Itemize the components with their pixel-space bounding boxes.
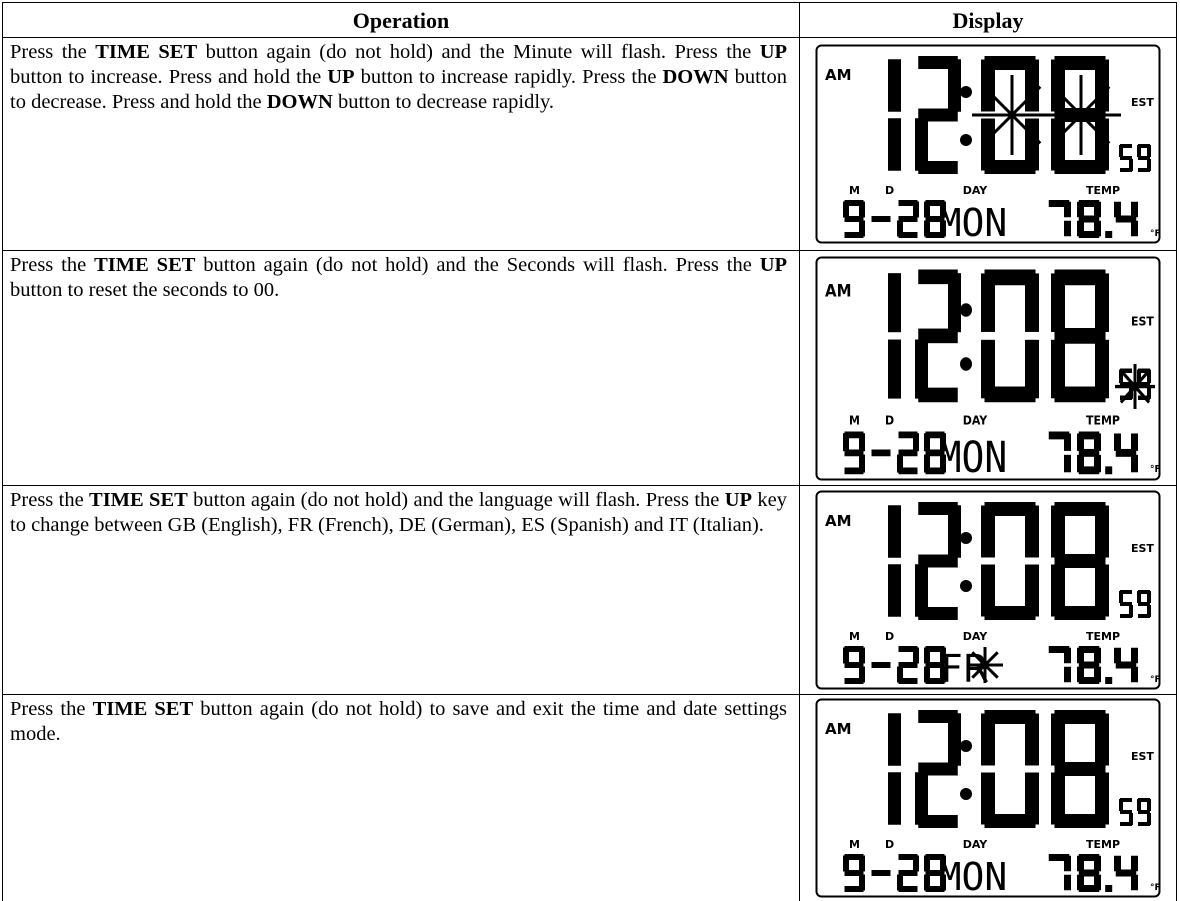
colon-dot bbox=[960, 788, 972, 800]
temperature-unit: °F bbox=[1150, 463, 1161, 475]
timezone-indicator: EST bbox=[1131, 749, 1154, 763]
month-label: M bbox=[849, 630, 860, 643]
flash-indicator-icon bbox=[967, 647, 1003, 683]
date-digit bbox=[897, 854, 919, 892]
bold-term: TIME SET bbox=[94, 254, 196, 276]
temperature-label: TEMP bbox=[1086, 412, 1120, 428]
weekday-label: DAY bbox=[962, 184, 988, 197]
temperature-label: TEMP bbox=[1085, 184, 1121, 197]
text-run: button again (do not hold) and the Minute will flash. Press the bbox=[197, 41, 760, 63]
lcd-clock-display bbox=[815, 256, 1161, 481]
text-run: Press the bbox=[10, 254, 95, 276]
colon-dot bbox=[960, 134, 972, 146]
operation-text bbox=[3, 486, 800, 695]
temperature-unit: °F bbox=[1150, 229, 1161, 239]
weekday-text: MON bbox=[938, 431, 1008, 481]
text-run: button again (do not hold) to save and exit the time and date settings mode. bbox=[10, 698, 788, 745]
text-run: key to change between GB (English), FR (French), DE (German), ES (Spanish) and IT (Italian). bbox=[10, 489, 788, 536]
temperature-digit bbox=[1077, 200, 1101, 238]
ampm-indicator: AM bbox=[825, 719, 852, 738]
lcd-clock-display bbox=[815, 490, 1161, 690]
ampm-indicator: AM bbox=[825, 66, 852, 84]
display-header: Display bbox=[800, 3, 1177, 38]
decimal-point bbox=[1105, 466, 1112, 474]
decimal-point bbox=[1105, 885, 1112, 892]
weekday-label: DAY bbox=[962, 837, 988, 851]
instruction-table bbox=[2, 2, 1177, 901]
text-run: button again (do not hold) and the language will flash. Press the bbox=[187, 489, 725, 511]
timezone-indicator: EST bbox=[1131, 313, 1154, 329]
text-run: Press the bbox=[10, 698, 93, 720]
day-label: D bbox=[885, 412, 895, 428]
bold-term: TIME SET bbox=[92, 698, 194, 720]
text-run: button to reset the seconds to 00. bbox=[10, 279, 280, 301]
colon-dot bbox=[960, 86, 972, 98]
timezone-indicator: EST bbox=[1131, 542, 1154, 555]
day-label: D bbox=[885, 837, 895, 851]
decimal-point bbox=[1105, 231, 1112, 238]
day-label: D bbox=[885, 630, 895, 643]
weekday-text: MON bbox=[938, 854, 1008, 898]
weekday-label: DAY bbox=[962, 630, 988, 643]
bold-term: TIME SET bbox=[95, 41, 198, 63]
weekday-text: FR bbox=[940, 647, 990, 690]
text-run: Press the bbox=[10, 41, 96, 63]
flash-indicator-icon bbox=[1115, 364, 1155, 409]
header-row bbox=[3, 3, 1177, 38]
operation-text bbox=[3, 251, 800, 486]
decimal-point bbox=[1105, 677, 1112, 684]
colon-dot bbox=[960, 580, 972, 592]
weekday-label: DAY bbox=[962, 412, 988, 428]
bold-term: UP bbox=[327, 66, 355, 88]
flash-indicator-icon bbox=[1041, 75, 1121, 155]
operation-text bbox=[3, 695, 800, 901]
lcd-clock-display bbox=[815, 44, 1161, 244]
colon-dot bbox=[960, 303, 972, 317]
text-run: button again (do not hold) and the Seconds will flash. Press the bbox=[195, 254, 760, 276]
ampm-indicator: AM bbox=[825, 280, 852, 301]
temperature-unit: °F bbox=[1150, 882, 1161, 893]
text-run: button to increase rapidly. Press the bbox=[354, 66, 663, 88]
colon-dot bbox=[960, 532, 972, 544]
lcd-display-cell bbox=[800, 251, 1177, 486]
date-digit bbox=[843, 200, 865, 238]
timezone-indicator: EST bbox=[1131, 96, 1154, 109]
step-row bbox=[3, 251, 1177, 486]
colon-dot bbox=[960, 740, 972, 752]
month-label: M bbox=[849, 412, 860, 428]
bold-term: DOWN bbox=[266, 91, 333, 113]
flash-indicator-icon bbox=[972, 75, 1052, 155]
date-digit bbox=[843, 431, 865, 474]
date-digit bbox=[843, 646, 865, 684]
bold-term: UP bbox=[724, 489, 753, 511]
text-run: button to increase. Press and hold the bbox=[10, 66, 328, 88]
month-label: M bbox=[849, 184, 860, 197]
bold-term: DOWN bbox=[662, 66, 729, 88]
temperature-digit bbox=[1077, 854, 1101, 892]
date-digit bbox=[897, 431, 919, 474]
bold-term: UP bbox=[759, 41, 788, 63]
bold-term: UP bbox=[759, 254, 788, 276]
day-label: D bbox=[885, 184, 895, 197]
text-run: button to decrease. Press and hold the bbox=[10, 66, 787, 113]
operation-text bbox=[3, 38, 800, 251]
step-row bbox=[3, 38, 1177, 251]
lcd-display-cell bbox=[800, 695, 1177, 901]
lcd-clock-display bbox=[815, 698, 1161, 898]
temperature-label: TEMP bbox=[1085, 630, 1121, 643]
date-digit bbox=[872, 216, 891, 222]
temperature-digit bbox=[1077, 646, 1101, 684]
colon-dot bbox=[960, 357, 972, 371]
date-digit bbox=[897, 200, 919, 238]
date-digit bbox=[872, 662, 891, 668]
ampm-indicator: AM bbox=[825, 512, 852, 530]
step-row bbox=[3, 486, 1177, 695]
bold-term: TIME SET bbox=[89, 489, 188, 511]
date-digit bbox=[872, 449, 891, 456]
month-label: M bbox=[849, 837, 860, 851]
step-row bbox=[3, 695, 1177, 901]
temperature-digit bbox=[1077, 431, 1101, 474]
temperature-unit: °F bbox=[1150, 675, 1161, 685]
weekday-text: MON bbox=[938, 201, 1008, 244]
lcd-display-cell bbox=[800, 486, 1177, 695]
text-run: button to decrease rapidly. bbox=[332, 91, 555, 113]
lcd-display-cell bbox=[800, 38, 1177, 251]
date-digit bbox=[872, 870, 891, 876]
operation-header: Operation bbox=[3, 3, 800, 38]
date-digit bbox=[843, 854, 865, 892]
text-run: Press the bbox=[10, 489, 90, 511]
temperature-label: TEMP bbox=[1085, 837, 1121, 851]
date-digit bbox=[897, 646, 919, 684]
